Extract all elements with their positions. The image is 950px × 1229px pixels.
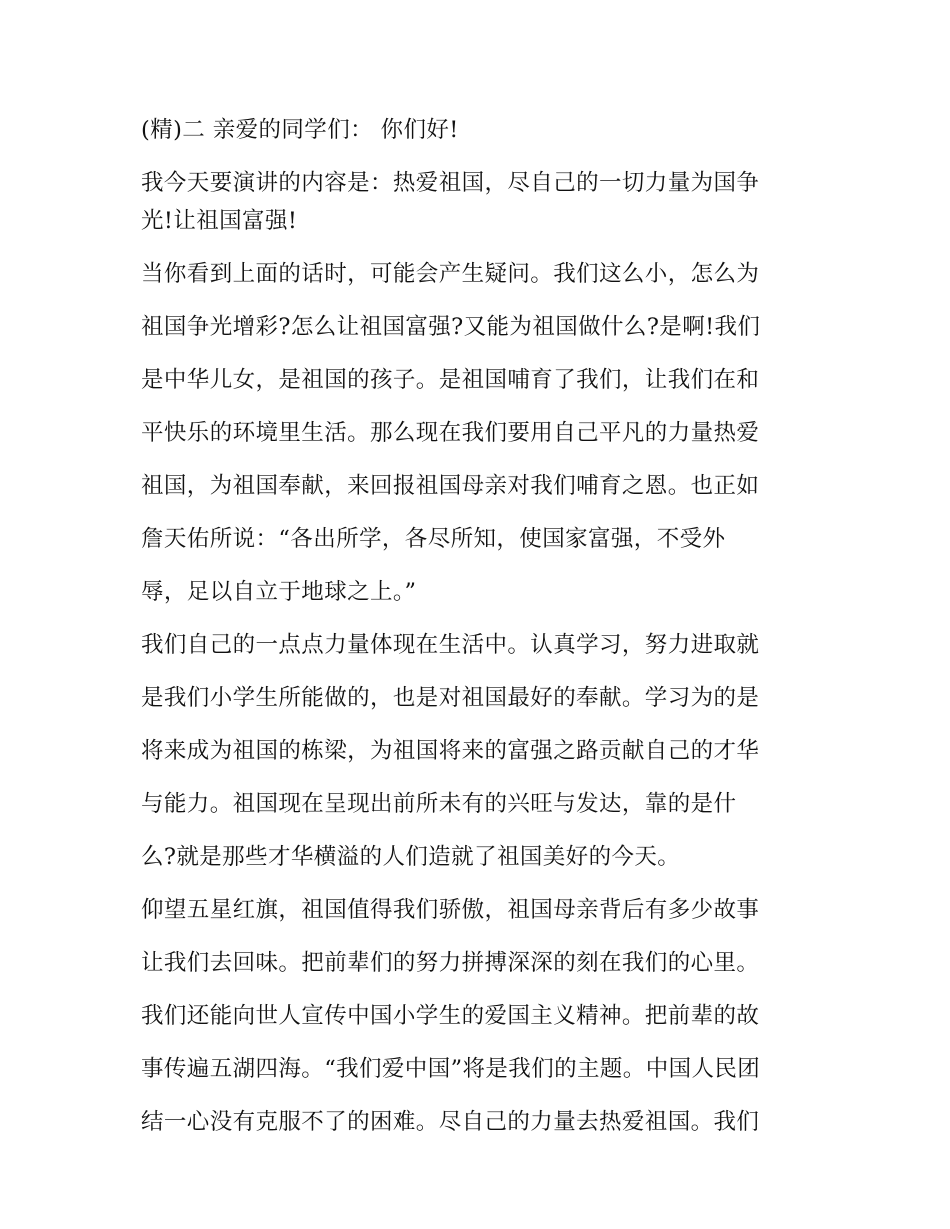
line-gap — [141, 823, 821, 838]
line-gap — [141, 505, 821, 520]
paragraph-gap — [141, 611, 821, 626]
text-line: 是我们小学生所能做的，也是对祖国最好的奉献。学习为的是 — [141, 685, 760, 711]
text-line: 祖国争光增彩?怎么让祖国富强?又能为祖国做什么?是啊!我们 — [141, 314, 761, 340]
line-gap — [141, 452, 821, 467]
text-line: 我们还能向世人宣传中国小学生的爱国主义精神。把前辈的故 — [141, 1003, 760, 1029]
document-body — [141, 111, 821, 1141]
text-line: 事传遍五湖四海。“我们爱中国”将是我们的主题。中国人民团 — [141, 1056, 761, 1082]
line-gap — [141, 558, 821, 573]
text-line: 仰望五星红旗，祖国值得我们骄傲，祖国母亲背后有多少故事 — [141, 897, 760, 923]
text-line: 结一心没有克服不了的困难。尽自己的力量去热爱祖国。我们 — [141, 1109, 760, 1135]
text-line: 詹天佑所说：“各出所学，各尽所知，使国家富强，不受外 — [141, 526, 726, 552]
text-line: 与能力。祖国现在呈现出前所未有的兴旺与发达，靠的是什 — [141, 791, 737, 817]
line-gap — [141, 399, 821, 414]
paragraph-gap — [141, 149, 821, 164]
line-gap — [141, 346, 821, 361]
text-line: 是中华儿女，是祖国的孩子。是祖国哺育了我们，让我们在和 — [141, 367, 760, 393]
line-gap — [141, 929, 821, 944]
text-line: 我们自己的一点点力量体现在生活中。认真学习，努力进取就 — [141, 632, 760, 658]
paragraph-gap — [141, 240, 821, 255]
line-gap — [141, 717, 821, 732]
text-line: 么?就是那些才华横溢的人们造就了祖国美好的今天。 — [141, 844, 681, 870]
line-gap — [141, 1035, 821, 1050]
text-line: 将来成为祖国的栋梁，为祖国将来的富强之路贡献自己的才华 — [141, 738, 760, 764]
text-line: 当你看到上面的话时，可能会产生疑问。我们这么小，怎么为 — [141, 261, 760, 287]
text-line: 我今天要演讲的内容是：热爱祖国，尽自己的一切力量为国争 — [141, 170, 760, 196]
text-line: 光!让祖国富强! — [141, 208, 298, 234]
text-line: 让我们去回味。把前辈们的努力拼搏深深的刻在我们的心里。 — [141, 950, 760, 976]
line-gap — [141, 982, 821, 997]
line-gap — [141, 293, 821, 308]
line-gap — [141, 664, 821, 679]
paragraph-gap — [141, 876, 821, 891]
text-line: 祖国，为祖国奉献，来回报祖国母亲对我们哺育之恩。也正如 — [141, 473, 760, 499]
text-line: (精)二 亲爱的同学们： 你们好! — [141, 117, 459, 143]
line-gap — [141, 1088, 821, 1103]
text-line: 辱，足以自立于地球之上。” — [141, 579, 417, 605]
text-line: 平快乐的环境里生活。那么现在我们要用自己平凡的力量热爱 — [141, 420, 760, 446]
line-gap — [141, 770, 821, 785]
